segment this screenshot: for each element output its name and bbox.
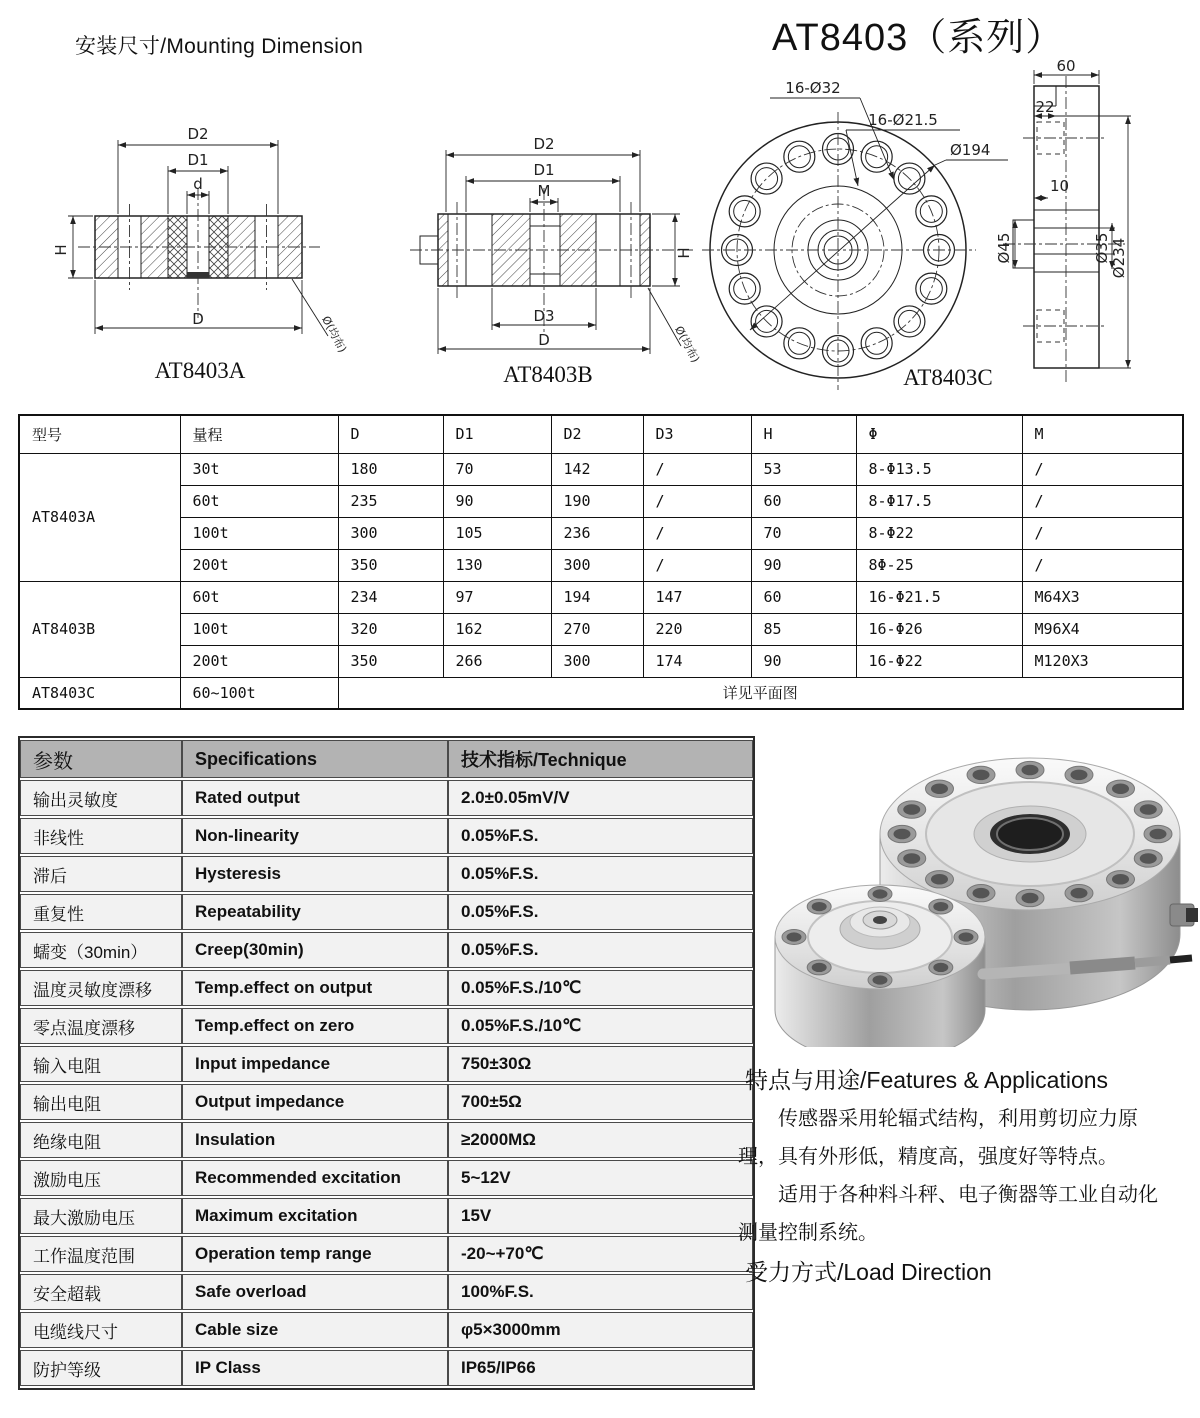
spec-value-cell: 0.05%F.S. bbox=[448, 894, 753, 930]
dim-table-row bbox=[19, 517, 1183, 549]
dim-22-label: 22 bbox=[1035, 98, 1055, 116]
drawing-at8403c-front bbox=[698, 68, 1013, 393]
series-title: AT8403（系列） bbox=[772, 17, 1065, 59]
bolt-hole bbox=[1140, 804, 1157, 815]
spec-table-row bbox=[20, 1274, 753, 1310]
spec-table-row bbox=[20, 1312, 753, 1348]
dim-o45-label: Ø45 bbox=[995, 232, 1013, 264]
dim-header-row bbox=[19, 415, 1183, 453]
bolt-hole bbox=[1150, 829, 1167, 840]
model-cell: AT8403B bbox=[19, 581, 180, 677]
dim-cell: 266 bbox=[443, 645, 551, 677]
bolt-hole bbox=[973, 770, 990, 781]
bolt-callout-label: Ø(均布) bbox=[319, 313, 350, 355]
dim-dd-label: D bbox=[192, 310, 204, 328]
bolt-hole bbox=[1022, 765, 1039, 776]
dim-cell: / bbox=[1022, 453, 1183, 485]
dim-cell: 100t bbox=[180, 613, 338, 645]
spec-name-cell: Output impedance bbox=[182, 1084, 448, 1120]
spec-param-cell: 防护等级 bbox=[20, 1350, 182, 1386]
spec-param-cell: 激励电压 bbox=[20, 1160, 182, 1196]
dim-header-cell: H bbox=[751, 415, 856, 453]
spec-value-cell: 5~12V bbox=[448, 1160, 753, 1196]
spec-param-cell: 电缆线尺寸 bbox=[20, 1312, 182, 1348]
dim-d1-label: D1 bbox=[533, 161, 555, 179]
spec-name-cell: Temp.effect on output bbox=[182, 970, 448, 1006]
dim-cell: M64X3 bbox=[1022, 581, 1183, 613]
bolt-hole bbox=[1070, 770, 1087, 781]
spec-name-cell: Repeatability bbox=[182, 894, 448, 930]
spec-value-cell: IP65/IP66 bbox=[448, 1350, 753, 1386]
features-paragraph-1: 传感器采用轮辐式结构，利用剪切应力原理，具有外形低，精度高，强度好等特点。 bbox=[738, 1108, 1138, 1168]
bolt-hole bbox=[734, 200, 756, 222]
spec-param-cell: 非线性 bbox=[20, 818, 182, 854]
spec-table-row bbox=[20, 1084, 753, 1120]
dim-cell: / bbox=[1022, 485, 1183, 517]
dim-cell: 350 bbox=[338, 549, 443, 581]
dim-cell: 90 bbox=[751, 549, 856, 581]
dim-cell: 105 bbox=[443, 517, 551, 549]
dim-table-row bbox=[19, 485, 1183, 517]
dim-cell: 235 bbox=[338, 485, 443, 517]
dim-cell: M120X3 bbox=[1022, 645, 1183, 677]
spec-name-cell: Safe overload bbox=[182, 1274, 448, 1310]
spec-name-cell: Cable size bbox=[182, 1312, 448, 1348]
dim-cell: 16-Φ26 bbox=[856, 613, 1022, 645]
model-cell: AT8403A bbox=[19, 453, 180, 581]
connector-cap bbox=[1186, 908, 1198, 922]
spec-name-cell: Operation temp range bbox=[182, 1236, 448, 1272]
bolt-hole bbox=[1022, 893, 1039, 904]
product-photo bbox=[740, 722, 1200, 1047]
bolt-hole bbox=[931, 874, 948, 885]
dimension-lines-side bbox=[1015, 70, 1131, 368]
spec-table-row bbox=[20, 780, 753, 816]
spec-name-cell: Hysteresis bbox=[182, 856, 448, 892]
features-heading: 特点与用途/Features & Applications bbox=[745, 1067, 1109, 1093]
bolt-hole bbox=[903, 853, 920, 864]
dim-cell: 174 bbox=[643, 645, 751, 677]
bolt-hole bbox=[959, 932, 974, 941]
spec-value-cell: φ5×3000mm bbox=[448, 1312, 753, 1348]
dim-cell: 234 bbox=[338, 581, 443, 613]
spec-value-cell: 2.0±0.05mV/V bbox=[448, 780, 753, 816]
dim-header-cell: 量程 bbox=[180, 415, 338, 453]
dim-cell: 300 bbox=[338, 517, 443, 549]
spec-value-cell: -20~+70℃ bbox=[448, 1236, 753, 1272]
dim-cell: / bbox=[1022, 517, 1183, 549]
spec-param-cell: 安全超载 bbox=[20, 1274, 182, 1310]
dim-header-cell: D2 bbox=[551, 415, 643, 453]
dim-cell: 200t bbox=[180, 549, 338, 581]
dim-cell: 8-Φ13.5 bbox=[856, 453, 1022, 485]
spec-table-row bbox=[20, 970, 753, 1006]
spec-value-cell: 100%F.S. bbox=[448, 1274, 753, 1310]
note-cell: 详见平面图 bbox=[338, 677, 1183, 709]
spec-param-cell: 零点温度漂移 bbox=[20, 1008, 182, 1044]
dim-cell: 270 bbox=[551, 613, 643, 645]
spec-param-cell: 工作温度范围 bbox=[20, 1236, 182, 1272]
bolt-callout-label: Ø(均布) bbox=[672, 323, 703, 365]
features-paragraph-2: 适用于各种料斗秤、电子衡器等工业自动化测量控制系统。 bbox=[738, 1184, 1158, 1244]
spec-name-cell: Recommended excitation bbox=[182, 1160, 448, 1196]
dim-m-label: M bbox=[537, 182, 551, 200]
dim-cell: 162 bbox=[443, 613, 551, 645]
dim-cell: 60 bbox=[751, 485, 856, 517]
dim-cell: 236 bbox=[551, 517, 643, 549]
dim-o234-label: Ø234 bbox=[1110, 237, 1128, 279]
dim-cell: / bbox=[643, 453, 751, 485]
bolt-hole bbox=[1112, 874, 1129, 885]
spec-value-cell: 750±30Ω bbox=[448, 1046, 753, 1082]
dim-header-cell: D bbox=[338, 415, 443, 453]
bolt-hole bbox=[866, 332, 888, 354]
dim-cell: / bbox=[643, 485, 751, 517]
dim-cell: 8Φ-25 bbox=[856, 549, 1022, 581]
drawing-at8403b bbox=[398, 92, 703, 392]
dim-cell: 8-Φ22 bbox=[856, 517, 1022, 549]
dim-d1-label: D1 bbox=[187, 151, 209, 169]
drawing-b-caption: AT8403B bbox=[503, 362, 593, 387]
spec-param-cell: 重复性 bbox=[20, 894, 182, 930]
dim-header-cell: 型号 bbox=[19, 415, 180, 453]
bolt-hole bbox=[812, 902, 827, 911]
dim-table-row bbox=[19, 549, 1183, 581]
dim-cell: 220 bbox=[643, 613, 751, 645]
dim-table-row bbox=[19, 613, 1183, 645]
dim-cell: 90 bbox=[751, 645, 856, 677]
spec-table-row bbox=[20, 1046, 753, 1082]
dim-cell: 200t bbox=[180, 645, 338, 677]
dim-cell: 8-Φ17.5 bbox=[856, 485, 1022, 517]
spec-param-cell: 蠕变（30min） bbox=[20, 932, 182, 968]
dim-cell: M96X4 bbox=[1022, 613, 1183, 645]
dim-o35-label: Ø35 bbox=[1093, 232, 1111, 264]
dim-cell: 100t bbox=[180, 517, 338, 549]
dim-cell: / bbox=[1022, 549, 1183, 581]
drawing-c-caption: AT8403C bbox=[903, 365, 993, 390]
spec-name-cell: Insulation bbox=[182, 1122, 448, 1158]
spec-name-cell: Temp.effect on zero bbox=[182, 1008, 448, 1044]
spec-table-row bbox=[20, 1350, 753, 1386]
holes-inner-label: 16-Ø21.5 bbox=[868, 111, 938, 129]
dim-d2-label: D2 bbox=[533, 135, 555, 153]
bolt-hole bbox=[873, 889, 888, 898]
spec-value-cell: 0.05%F.S./10℃ bbox=[448, 970, 753, 1006]
dim-60-label: 60 bbox=[1056, 58, 1076, 75]
drawing-at8403c-side bbox=[995, 58, 1200, 390]
dim-cell: 85 bbox=[751, 613, 856, 645]
dim-table-row bbox=[19, 453, 1183, 485]
dim-cell: 53 bbox=[751, 453, 856, 485]
spec-name-cell: Non-linearity bbox=[182, 818, 448, 854]
dim-cell: 16-Φ21.5 bbox=[856, 581, 1022, 613]
dim-cell: 60 bbox=[751, 581, 856, 613]
spec-table-row bbox=[20, 1236, 753, 1272]
dim-header-cell: M bbox=[1022, 415, 1183, 453]
drawing-at8403a bbox=[30, 88, 365, 390]
dim-header-cell: Φ bbox=[856, 415, 1022, 453]
spec-header-cell: 参数 bbox=[20, 740, 182, 778]
bolt-circle-label: Ø194 bbox=[950, 141, 991, 159]
spec-param-cell: 输入电阻 bbox=[20, 1046, 182, 1082]
leader-lines-c bbox=[750, 98, 1008, 330]
spec-table-row bbox=[20, 1122, 753, 1158]
dim-table-row bbox=[19, 645, 1183, 677]
dim-footer-row bbox=[19, 677, 1183, 709]
bolt-hole bbox=[933, 963, 948, 972]
spec-name-cell: Creep(30min) bbox=[182, 932, 448, 968]
dim-cell: 147 bbox=[643, 581, 751, 613]
dim-cell: 194 bbox=[551, 581, 643, 613]
dim-h-label: H bbox=[52, 244, 70, 256]
bolt-hole bbox=[787, 932, 802, 941]
bolt-hole bbox=[903, 804, 920, 815]
spec-name-cell: Rated output bbox=[182, 780, 448, 816]
bolt-hole bbox=[1070, 888, 1087, 899]
spec-table-row bbox=[20, 856, 753, 892]
dim-cell: 300 bbox=[551, 645, 643, 677]
bolt-hole bbox=[812, 963, 827, 972]
bolt-hole bbox=[931, 783, 948, 794]
spec-table-row bbox=[20, 932, 753, 968]
bolt-hole bbox=[973, 888, 990, 899]
dim-cell: / bbox=[643, 549, 751, 581]
dim-cell: 142 bbox=[551, 453, 643, 485]
spec-param-cell: 最大激励电压 bbox=[20, 1198, 182, 1234]
dim-cell: 320 bbox=[338, 613, 443, 645]
features-body bbox=[738, 1100, 1168, 1252]
dim-cell: 97 bbox=[443, 581, 551, 613]
dim-cell: 180 bbox=[338, 453, 443, 485]
spec-value-cell: 0.05%F.S. bbox=[448, 932, 753, 968]
range-cell: 60~100t bbox=[180, 677, 338, 709]
bolt-hole bbox=[1140, 853, 1157, 864]
spec-table-row bbox=[20, 1008, 753, 1044]
spec-table-row bbox=[20, 894, 753, 930]
dim-table-row bbox=[19, 581, 1183, 613]
spec-header-cell: Specifications bbox=[182, 740, 448, 778]
spec-name-cell: Maximum excitation bbox=[182, 1198, 448, 1234]
dim-d-label: d bbox=[193, 175, 203, 193]
dim-cell: 60t bbox=[180, 485, 338, 517]
dim-cell: 70 bbox=[443, 453, 551, 485]
dim-cell: 90 bbox=[443, 485, 551, 517]
dim-d2-label: D2 bbox=[187, 125, 209, 143]
spec-value-cell: 15V bbox=[448, 1198, 753, 1234]
bolt-hole bbox=[933, 902, 948, 911]
spec-param-cell: 滞后 bbox=[20, 856, 182, 892]
spec-name-cell: Input impedance bbox=[182, 1046, 448, 1082]
bolt-hole bbox=[894, 829, 911, 840]
bolt-hole bbox=[873, 975, 888, 984]
dim-cell: 30t bbox=[180, 453, 338, 485]
dim-d3-label: D3 bbox=[533, 307, 555, 325]
spec-header-cell: 技术指标/Technique bbox=[448, 740, 753, 778]
holes-outer-label: 16-Ø32 bbox=[785, 79, 841, 97]
load-direction-heading: 受力方式/Load Direction bbox=[745, 1259, 992, 1285]
spec-table-row bbox=[20, 818, 753, 854]
dim-cell: 300 bbox=[551, 549, 643, 581]
spec-value-cell: ≥2000MΩ bbox=[448, 1122, 753, 1158]
spec-value-cell: 0.05%F.S. bbox=[448, 818, 753, 854]
dim-cell: 130 bbox=[443, 549, 551, 581]
spec-table-body bbox=[20, 780, 753, 1386]
spec-param-cell: 温度灵敏度漂移 bbox=[20, 970, 182, 1006]
model-cell: AT8403C bbox=[19, 677, 180, 709]
dim-10-label: 10 bbox=[1050, 177, 1070, 195]
dim-table-body bbox=[19, 453, 1183, 709]
dim-cell: 16-Φ22 bbox=[856, 645, 1022, 677]
spec-value-cell: 0.05%F.S./10℃ bbox=[448, 1008, 753, 1044]
spec-param-cell: 绝缘电阻 bbox=[20, 1122, 182, 1158]
dimension-table bbox=[18, 414, 1184, 710]
dim-header-cell: D3 bbox=[643, 415, 751, 453]
bolt-hole bbox=[920, 278, 942, 300]
dim-cell: / bbox=[643, 517, 751, 549]
dim-header-cell: D1 bbox=[443, 415, 551, 453]
spec-value-cell: 0.05%F.S. bbox=[448, 856, 753, 892]
spec-header-row bbox=[20, 740, 753, 778]
spec-table-row bbox=[20, 1198, 753, 1234]
mounting-dimension-title: 安装尺寸/Mounting Dimension bbox=[75, 35, 364, 58]
dim-cell: 190 bbox=[551, 485, 643, 517]
spec-table bbox=[18, 736, 755, 1390]
spec-table-row bbox=[20, 1160, 753, 1196]
spec-param-cell: 输出电阻 bbox=[20, 1084, 182, 1120]
dim-dd-label: D bbox=[538, 331, 550, 349]
bolt-hole bbox=[1112, 783, 1129, 794]
dim-cell: 70 bbox=[751, 517, 856, 549]
dim-cell: 60t bbox=[180, 581, 338, 613]
spec-name-cell: IP Class bbox=[182, 1350, 448, 1386]
spec-param-cell: 输出灵敏度 bbox=[20, 780, 182, 816]
drawing-a-caption: AT8403A bbox=[154, 358, 246, 383]
spec-value-cell: 700±5Ω bbox=[448, 1084, 753, 1120]
dim-h-label: H bbox=[675, 247, 693, 259]
dim-cell: 350 bbox=[338, 645, 443, 677]
